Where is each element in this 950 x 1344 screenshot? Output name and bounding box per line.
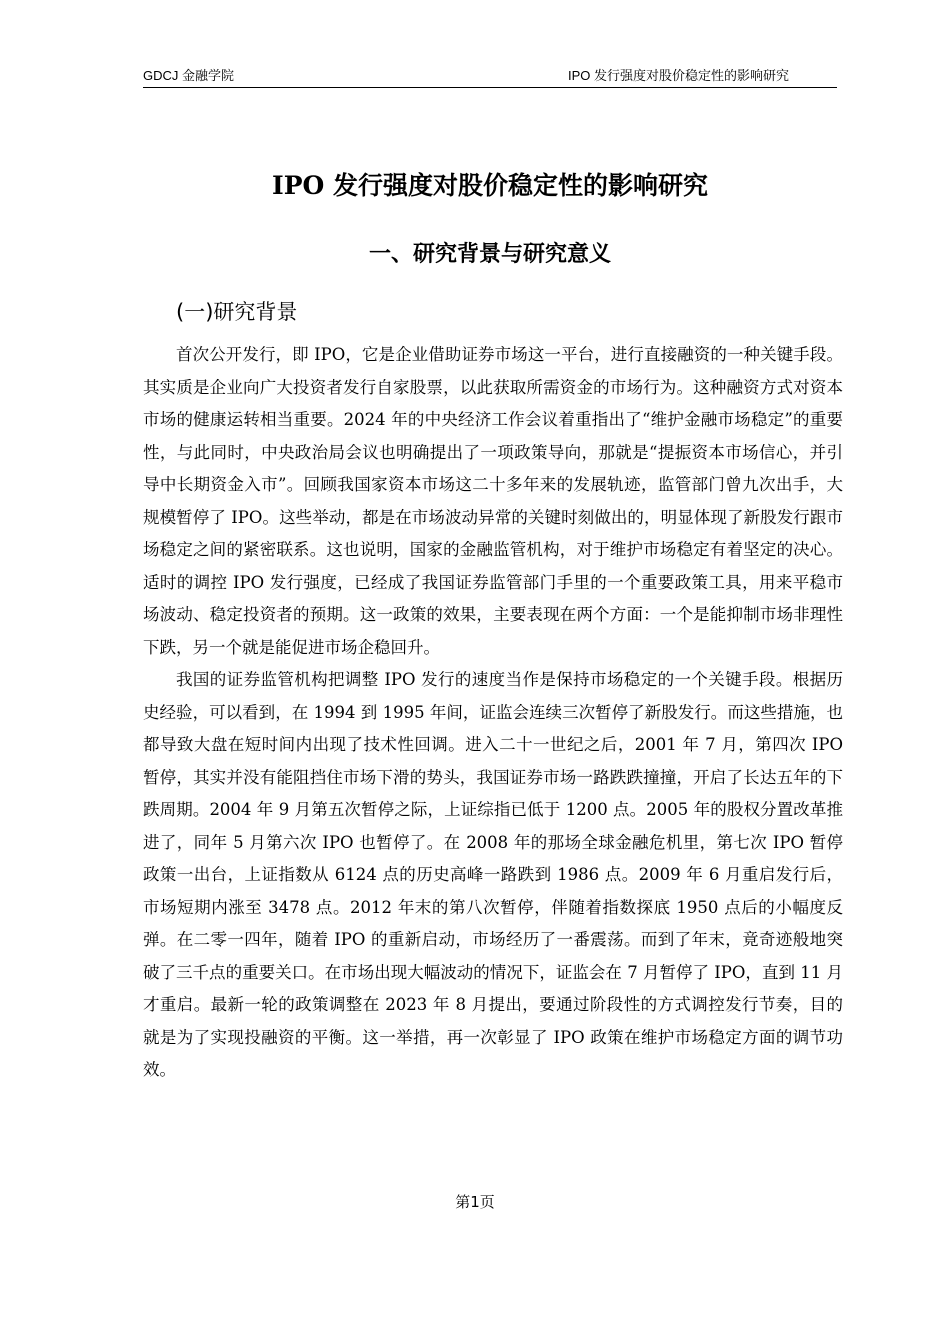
document-title: IPO 发行强度对股价稳定性的影响研究 [272,171,708,200]
page-header [143,67,837,88]
page-number: 第1页 [455,1193,495,1211]
header-running-title: IPO 发行强度对股价稳定性的影响研究 [567,68,789,83]
paragraph: 首次公开发行，即 IPO，它是企业借助证券市场这一平台，进行直接融资的一种关键手段。其实质是企业向广大投资者发行自家股票，以此获取所需资金的市场行为。这种融资方式对资本市场的健康运转相当重要。2024 年的中央经济工作会议着重指出了“维护金融市场稳定”的重要性，与此同时，中央政治局会议也明确提出了一项政策导向，那就是“提振资本市场信心，并引导中长期资金入市”。回顾我国家资本市场这二十多年来的发展轨迹，监管部门曾九次出手，大规模暂停了 IPO。这些举动，都是在市场波动异常的关键时刻做出的，明显体现了新股发行跟市场稳定之间的紧密联系。这也说明，国家的金融监管机构，对于维护市场稳定有着坚定的决心。适时的调控 IPO 发行强度，已经成了我国证券监管部门手里的一个重要政策工具，用来平稳市场波动、稳定投资者的预期。这一政策的效果，主要表现在两个方面：一个是能抑制市场非理性下跌，另一个就是能促进市场企稳回升。 [143,345,843,657]
paragraph: 我国的证券监管机构把调整 IPO 发行的速度当作是保持市场稳定的一个关键手段。根据历史经验，可以看到，在 1994 到 1995 年间，证监会连续三次暂停了新股发行。而这些措施，也都导致大盘在短时间内出现了技术性回调。进入二十一世纪之后，2001 年 7 月，第四次 IPO 暂停，其实并没有能阻挡住市场下滑的势头，我国证券市场一路跌跌撞撞，开启了长达五年的下跌周期。2004 年 9 月第五次暂停之际，上证综指已低于 1200 点。2005 年的股权分置改革推进了，同年 5 月第六次 IPO 也暂停了。在 2008 年的那场全球金融危机里，第七次 IPO 暂停政策一出台，上证指数从 6124 点的历史高峰一路跌到 1986 点。2009 年 6 月重启发行后，市场短期内涨至 3478 点。2012 年末的第八次暂停，伴随着指数探底 1950 点后的小幅度反弹。在二零一四年，随着 IPO 的重新启动，市场经历了一番震荡。而到了年末，竟奇迹般地突破了三千点的重要关口。在市场出现大幅波动的情况下，证监会在 7 月暂停了 IPO，直到 11 月才重启。最新一轮的政策调整在 2023 年 8 月提出，要通过阶段性的方式调控发行节奏，目的就是为了实现投融资的平衡。这一举措，再一次彰显了 IPO 政策在维护市场稳定方面的调节功效。 [143,670,843,1079]
subsection-heading: (一)研究背景 [176,300,298,324]
header-institution: GDCJ 金融学院 [143,68,235,83]
body-text [143,339,843,1087]
section-heading: 一、研究背景与研究意义 [368,242,611,267]
